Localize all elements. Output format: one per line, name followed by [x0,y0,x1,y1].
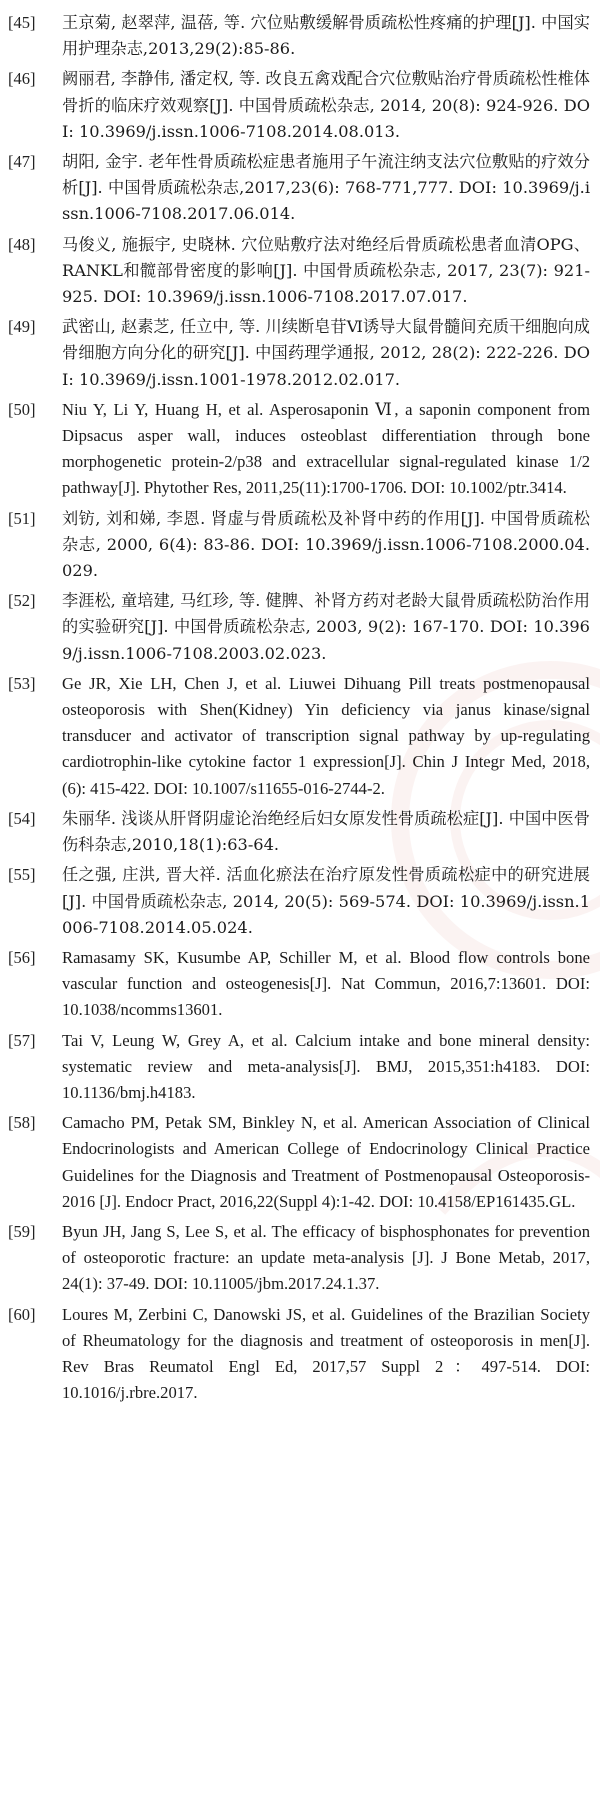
reference-entry [8,1110,590,1215]
reference-text: Ramasamy SK, Kusumbe AP, Schiller M, et al. Blood flow controls bone vascular function and osteogenesis[J]. Nat Commun, 2016,7:13601. DOI: 10.1038/ncomms13601. [62,947,590,1020]
reference-number: [49] [8,317,36,337]
reference-text: Byun JH, Jang S, Lee S, et al. The efficacy of bisphosphonates for prevention of osteoporotic fracture: an update meta-analysis [J]. J Bone Metab, 2017, 24(1): 37-49. DOI: 10.11005/jbm.2017.24.1.37. [62,1221,590,1294]
reference-text: Ge JR, Xie LH, Chen J, et al. Liuwei Dihuang Pill treats postmenopausal osteoporosis with Shen(Kidney) Yin deficiency via janus kinase/signal transducer and activator of transcription signal pathway by up-regulating cardiotrophin-like cytokine factor 1 expression[J]. Chin J Integr Med, 2018, (6): 415-422. DOI: 10.1007/s11655-016-2744-2. [62,673,590,798]
reference-number: [60] [8,1304,36,1324]
reference-number: [59] [8,1221,36,1241]
reference-entry [8,397,590,502]
reference-text: 胡阳, 金宇. 老年性骨质疏松症患者施用子午流注纳支法穴位敷贴的疗效分析[J]. 中国骨质疏松杂志,2017,23(6): 768-771,777. DOI: 10.3969/j.issn.1006-7108.2017.06.014. [62,152,590,224]
reference-number: [48] [8,234,36,254]
reference-text: 李涯松, 童培建, 马红珍, 等. 健脾、补肾方药对老龄大鼠骨质疏松防治作用的实验研究[J]. 中国骨质疏松杂志, 2003, 9(2): 167-170. DOI: 10.3969/j.issn.1006-7108.2003.02.023. [62,591,590,663]
reference-entry [8,232,590,311]
reference-entry [8,945,590,1024]
reference-entry [8,10,590,62]
reference-text: 刘钫, 刘和娣, 李恩. 肾虚与骨质疏松及补肾中药的作用[J]. 中国骨质疏松杂志, 2000, 6(4): 83-86. DOI: 10.3969/j.issn.1006-7108.2000.04.029. [62,508,590,581]
reference-entry [8,66,590,145]
reference-text: 武密山, 赵素芝, 任立中, 等. 川续断皂苷Ⅵ诱导大鼠骨髓间充质干细胞向成骨细胞方向分化的研究[J]. 中国药理学通报, 2012, 28(2): 222-226. DOI: 10.3969/j.issn.1001-1978.2012.02.017. [62,317,590,389]
reference-text: Camacho PM, Petak SM, Binkley N, et al. American Association of Clinical Endocrinologists and American College of Endocrinology Clinical Practice Guidelines for the Diagnosis and Treatment of Postmenopausal Osteoporosis-2016 [J]. Endocr Pract, 2016,22(Suppl 4):1-42. DOI: 10.4158/EP161435.GL. [62,1113,590,1211]
reference-text: 任之强, 庄洪, 晋大祥. 活血化瘀法在治疗原发性骨质疏松症中的研究进展[J]. 中国骨质疏松杂志, 2014, 20(5): 569-574. DOI: 10.3969/j.issn.1006-7108.2014.05.024. [62,865,590,937]
reference-number: [54] [8,808,36,828]
reference-entry [8,862,590,941]
reference-number: [57] [8,1030,36,1050]
reference-number: [50] [8,399,36,419]
reference-entry [8,588,590,667]
reference-entry [8,1302,590,1407]
reference-number: [45] [8,13,36,32]
reference-number: [47] [8,152,36,172]
reference-number: [46] [8,69,36,89]
reference-entry [8,314,590,393]
reference-entry [8,1219,590,1298]
reference-number: [51] [8,508,36,528]
reference-entry [8,149,590,228]
reference-number: [52] [8,591,36,611]
reference-entry [8,506,590,585]
reference-list [8,10,590,1406]
reference-text: Tai V, Leung W, Grey A, et al. Calcium intake and bone mineral density: systematic review and meta-analysis[J]. BMJ, 2015,351:h4183. DOI: 10.1136/bmj.h4183. [62,1030,590,1102]
reference-entry [8,671,590,802]
reference-text: 王京菊, 赵翠萍, 温蓓, 等. 穴位贴敷缓解骨质疏松性疼痛的护理[J]. 中国实用护理杂志,2013,29(2):85-86. [62,13,590,59]
reference-entry [8,1028,590,1107]
reference-text: Niu Y, Li Y, Huang H, et al. Asperosaponin Ⅵ, a saponin component from Dipsacus asper wall, induces osteoblast differentiation through bone morphogenetic protein-2/p38 and extracellular signal-regulated kinase 1/2 pathway[J]. Phytother Res, 2011,25(11):1700-1706. DOI: 10.1002/ptr.3414. [62,399,590,498]
reference-text: 马俊义, 施振宇, 史晓林. 穴位贴敷疗法对绝经后骨质疏松患者血清OPG、RANKL和髋部骨密度的影响[J]. 中国骨质疏松杂志, 2017, 23(7): 921-925. DOI: 10.3969/j.issn.1006-7108.2017.07.017. [62,234,590,307]
reference-text: 朱丽华. 浅谈从肝肾阴虚论治绝经后妇女原发性骨质疏松症[J]. 中国中医骨伤科杂志,2010,18(1):63-64. [62,808,590,855]
reference-text: Loures M, Zerbini C, Danowski JS, et al. Guidelines of the Brazilian Society of Rheumatology for the diagnosis and treatment of osteoporosis in men[J]. Rev Bras Reumatol Engl Ed, 2017,57 Suppl 2：497-514. DOI: 10.1016/j.rbre.2017. [62,1304,590,1403]
reference-entry [8,806,590,858]
reference-number: [55] [8,865,36,885]
reference-number: [56] [8,947,36,967]
reference-number: [58] [8,1113,36,1133]
reference-number: [53] [8,673,36,693]
reference-text: 阙丽君, 李静伟, 潘定权, 等. 改良五禽戏配合穴位敷贴治疗骨质疏松性椎体骨折的临床疗效观察[J]. 中国骨质疏松杂志, 2014, 20(8): 924-926. DOI: 10.3969/j.issn.1006-7108.2014.08.013. [62,69,590,141]
